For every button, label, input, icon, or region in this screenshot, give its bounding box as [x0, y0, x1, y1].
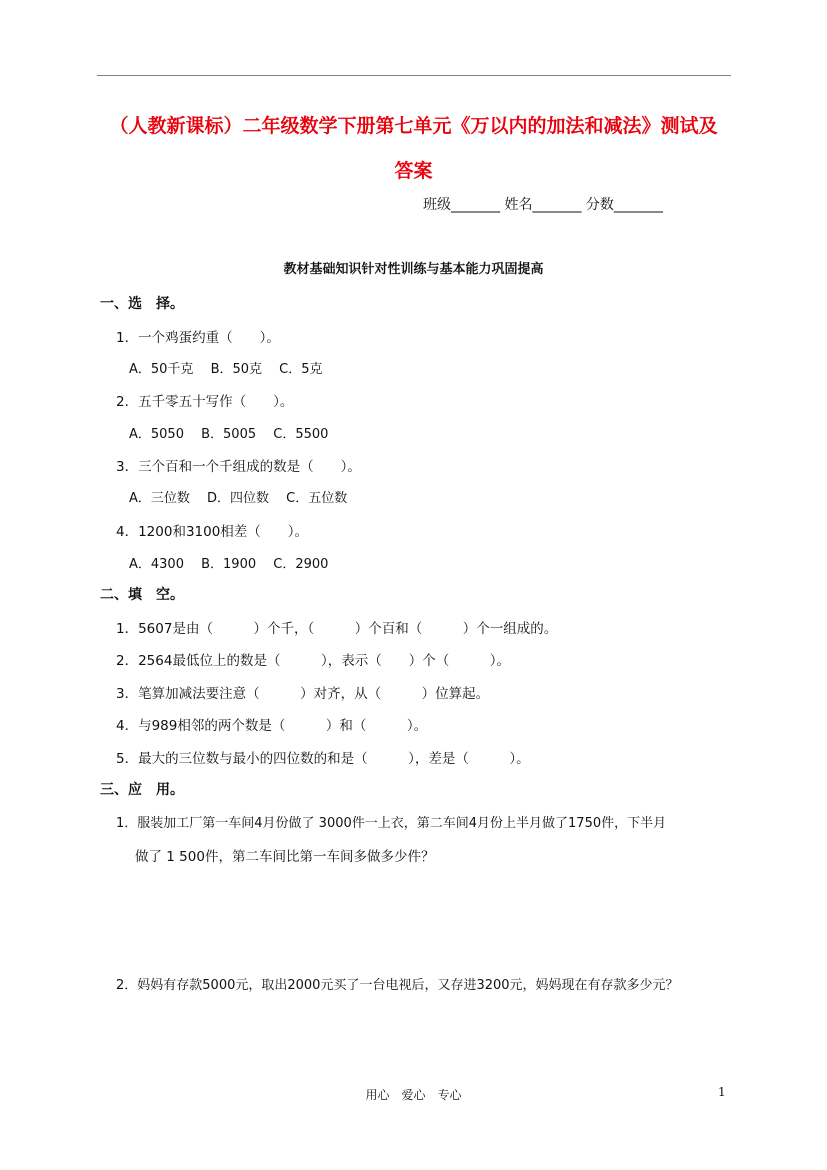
title-line-2: 答案 [394, 160, 433, 182]
section-heading-choice: 一、选 择。 [100, 296, 184, 312]
question-text: 3．三个百和一个千组成的数是（ ）。 [116, 459, 361, 475]
page-footer: 用心 爱心 专心 [365, 1088, 462, 1102]
question-text: 2．妈妈有存款5000元，取出2000元买了一台电视后，又存进3200元，妈妈现在有存款多少元？ [116, 978, 679, 993]
question-text-continued: 做了 1 500件，第二车间比第一车间多做多少件？ [135, 849, 435, 865]
question-options: A．50千克 B．50克 C．5克 [129, 362, 323, 377]
question-text: 4．与989相邻的两个数是（ ）和（ ）。 [116, 718, 428, 734]
question-text: 3．笔算加减法要注意（ ）对齐，从（ ）位算起。 [116, 686, 490, 702]
section-heading-fill: 二、填 空。 [100, 587, 184, 603]
question-text: 5．最大的三位数与最小的四位数的和是（ ），差是（ ）。 [116, 751, 530, 767]
section-subtitle: 教材基础知识针对性训练与基本能力巩固提高 [283, 262, 544, 277]
question-options: A．三位数 D．四位数 C．五位数 [129, 491, 348, 506]
question-options: A．4300 B．1900 C．2900 [129, 557, 329, 572]
question-text: 1．一个鸡蛋约重（ ）。 [116, 330, 280, 346]
section-heading-application: 三、应 用。 [100, 782, 184, 798]
student-info-line: 班级_______ 姓名_______ 分数_______ [423, 197, 663, 213]
title-line-1: （人教新课标）二年级数学下册第七单元《万以内的加法和减法》测试及 [109, 115, 718, 137]
question-text: 1．服装加工厂第一车间4月份做了 3000件一上衣，第二车间4月份上半月做了1750件，下半月 [116, 816, 667, 831]
question-text: 1．5607是由（ ）个千，（ ）个百和（ ）个一组成的。 [116, 621, 558, 637]
page-number: 1 [718, 1085, 726, 1099]
question-text: 2．五千零五十写作（ ）。 [116, 394, 294, 410]
question-text: 2．2564最低位上的数是（ ），表示（ ）个（ ）。 [116, 653, 510, 669]
question-options: A．5050 B．5005 C．5500 [129, 427, 329, 442]
question-text: 4．1200和3100相差（ ）。 [116, 524, 309, 540]
header-rule [97, 75, 731, 76]
